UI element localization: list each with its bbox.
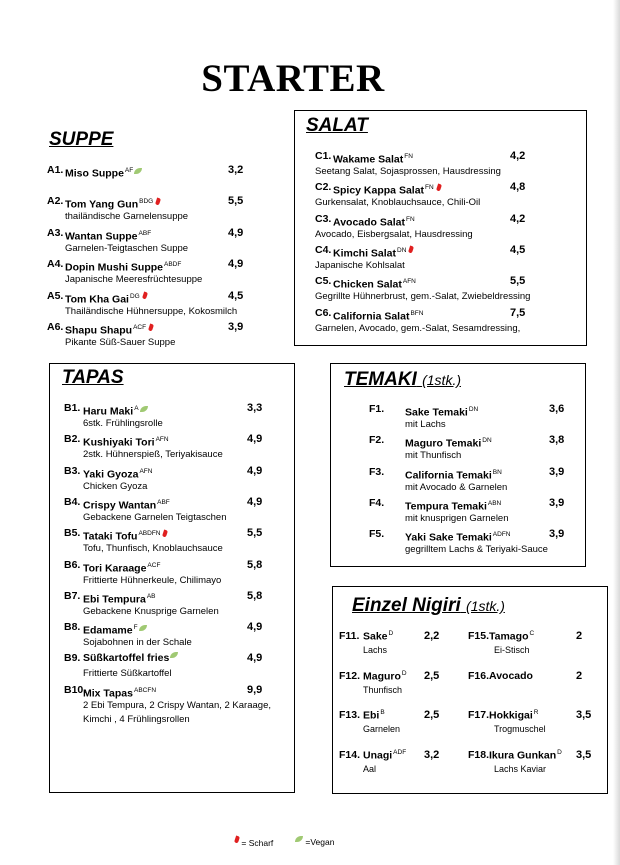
item-code: B6.: [64, 558, 81, 571]
item-line: [47, 195, 244, 211]
item-name: Crispy Wantan: [83, 499, 157, 512]
item-line: [315, 150, 526, 166]
item-description: Avocado, Eisbergsalat, Hausdressing: [315, 228, 473, 240]
item-name-group: [333, 244, 413, 261]
item-name-group: [489, 749, 562, 762]
item-code: F1.: [369, 403, 385, 415]
leaf-icon: [295, 836, 303, 842]
temaki-item: [369, 465, 565, 494]
allergen-tag: D: [388, 630, 394, 637]
allergen-tag: FN: [404, 153, 413, 160]
item-line: [315, 275, 530, 289]
item-code: A4.: [47, 258, 64, 271]
item-code: B3.: [64, 464, 81, 477]
allergen-tag: A: [134, 405, 139, 412]
nigiri-item: [468, 748, 592, 774]
item-description: thailändische Garnelensuppe: [65, 211, 189, 223]
item-code: F16.: [468, 669, 490, 682]
item-description: Pikante Süß-Sauer Suppe: [65, 337, 176, 348]
tapas-item: [64, 433, 263, 461]
item-name: Tom Yang Gun: [65, 198, 139, 211]
item-name: Tempura Temaki: [405, 500, 487, 513]
allergen-tag: DN: [397, 246, 407, 254]
item-description: Sojabohnen in der Schale: [83, 637, 192, 649]
item-line: [369, 465, 565, 482]
salat-item: [315, 150, 526, 178]
allergen-tag: ACF: [133, 324, 147, 331]
item-line: [47, 289, 244, 306]
salat-item: [315, 243, 526, 272]
item-code: A1.: [47, 164, 64, 176]
item-line: [339, 630, 440, 644]
item-code: F15.: [468, 630, 490, 642]
item-code: F14.: [339, 748, 361, 761]
item-line: [339, 709, 440, 723]
item-line: [468, 748, 592, 763]
item-price: 4,5: [510, 243, 526, 256]
item-code: F5.: [369, 528, 385, 541]
item-line: [315, 306, 526, 322]
item-code: B10.: [64, 683, 87, 696]
item-name-group: [83, 433, 169, 450]
allergen-tag: ADF: [393, 748, 407, 756]
item-description: Gebackene Garnelen Teigtaschen: [83, 511, 227, 523]
allergen-tag: DN: [482, 437, 492, 445]
item-name: Ebi Tempura: [83, 593, 146, 606]
item-line: [64, 558, 263, 574]
item-name-group: [363, 670, 407, 683]
allergen-tag: AFN: [139, 467, 153, 475]
item-price: 5,5: [247, 527, 263, 540]
tapas-item: [64, 621, 263, 649]
item-price: 3,2: [228, 164, 244, 176]
item-line: [315, 181, 526, 197]
item-name-group: [333, 213, 415, 230]
item-line: [315, 243, 526, 260]
item-name-group: [83, 621, 147, 638]
item-name-group: [363, 749, 406, 762]
item-name: Miso Suppe: [65, 167, 124, 180]
allergen-tag: D: [401, 669, 407, 677]
allergen-tag: AFN: [402, 278, 416, 286]
item-name-group: [405, 466, 502, 483]
nigiri-title-text: Einzel Nigiri: [352, 595, 461, 616]
item-code: B9.: [64, 652, 81, 665]
item-name-group: [83, 527, 167, 544]
allergen-tag: DG: [129, 292, 140, 300]
tapas-item: [64, 464, 263, 493]
item-description: gegrilltem Lachs & Teriyaki-Sauce: [405, 544, 548, 556]
allergen-tag: BDG: [139, 198, 154, 206]
item-description: 2 Ebi Tempura, 2 Crispy Wantan, 2 Karaage,: [83, 699, 271, 711]
item-code: F11.: [339, 630, 360, 642]
item-code: A3.: [47, 226, 64, 239]
allergen-tag: F: [133, 624, 138, 632]
item-price: 3,9: [549, 528, 565, 541]
item-description: Lachs: [363, 645, 388, 655]
item-code: C5.: [315, 275, 332, 288]
item-name-group: [333, 275, 416, 292]
allergen-tag: ABF: [138, 229, 152, 237]
item-code: B1.: [64, 402, 81, 414]
allergen-tag: ACF: [147, 561, 161, 569]
item-code: F12.: [339, 669, 361, 682]
temaki-item: [369, 434, 565, 462]
page-edge-shadow: [613, 0, 620, 865]
item-line: [64, 589, 263, 606]
item-name: Ikura Gunkan: [489, 749, 557, 761]
item-description-2: Kimchi , 4 Frühlingsrollen: [83, 713, 190, 725]
allergen-tag: D: [557, 748, 562, 756]
item-code: B8.: [64, 621, 81, 634]
item-name: Tamago: [489, 630, 529, 643]
tapas-item: [64, 558, 263, 587]
item-price: 4,2: [510, 150, 526, 162]
tapas-item: [64, 652, 263, 680]
item-line: [47, 258, 244, 274]
item-line: [369, 403, 565, 419]
item-code: F4.: [369, 496, 385, 509]
item-code: B5.: [64, 527, 81, 540]
item-code: C3.: [315, 212, 332, 225]
allergen-tag: ABCFN: [134, 686, 157, 694]
nigiri-item: [339, 630, 440, 655]
item-name: Unagi: [363, 749, 393, 761]
item-price: 9,9: [247, 683, 263, 696]
item-price: 5,5: [510, 275, 526, 288]
item-price: 3,3: [247, 402, 263, 414]
item-name: California Temaki: [405, 469, 492, 482]
item-name: Kushiyaki Tori: [83, 436, 155, 449]
item-price: 4,9: [247, 495, 263, 508]
item-line: [47, 226, 244, 243]
tapas-item: [64, 684, 271, 726]
item-description: Frittierte Hühnerkeule, Chilimayo: [83, 574, 222, 586]
item-price: 3,2: [424, 748, 440, 761]
item-description: Aal: [363, 763, 377, 774]
item-price: 4,2: [510, 212, 526, 225]
item-description: mit Avocado & Garnelen: [405, 481, 508, 493]
item-name-group: [83, 465, 152, 482]
item-line: [369, 528, 565, 544]
item-price: 4,9: [247, 464, 263, 477]
item-name-group: [405, 528, 511, 545]
item-description: Gebackene Knusprige Garnelen: [83, 605, 219, 617]
nigiri-item: [339, 709, 440, 734]
item-code: C6.: [315, 306, 332, 319]
allergen-tag: BFN: [410, 309, 424, 317]
tapas-item: [64, 589, 263, 618]
item-description: Garnelen: [363, 724, 401, 734]
chili-icon: [163, 529, 169, 537]
item-line: [64, 621, 263, 637]
item-code: C4.: [315, 243, 332, 256]
item-line: [315, 212, 526, 229]
item-name: Yaki Sake Temaki: [405, 531, 492, 544]
item-line: [64, 652, 263, 666]
item-price: 7,5: [510, 306, 526, 319]
item-description: Chicken Gyoza: [83, 480, 148, 492]
item-name-group: [333, 181, 441, 198]
item-name: Tori Karaage: [83, 562, 147, 574]
item-line: [64, 433, 263, 449]
item-price: 4,8: [510, 181, 526, 194]
item-code: F13.: [339, 709, 361, 721]
item-code: C2.: [315, 181, 332, 194]
chili-icon: [234, 836, 240, 844]
item-name-group: [65, 227, 151, 244]
item-name-group: [405, 434, 492, 451]
item-price: 4,9: [247, 621, 263, 634]
item-price: 4,5: [228, 289, 244, 302]
item-price: 2: [576, 669, 583, 682]
item-price: 2,5: [424, 669, 440, 682]
item-description: Gurkensalat, Knoblauchsauce, Chili-Oil: [315, 197, 481, 209]
item-code: A2.: [47, 195, 64, 208]
allergen-tag: FN: [425, 184, 434, 192]
allergen-tag: ADFN: [492, 531, 511, 539]
legend-vegan: [294, 836, 334, 847]
item-description: Tofu, Thunfisch, Knoblauchsauce: [83, 543, 223, 555]
legend-scharf: [232, 836, 273, 848]
item-name-group: [65, 290, 147, 307]
item-price: 4,9: [228, 226, 244, 239]
item-name-group: [489, 670, 533, 682]
item-name: Süßkartoffel fries: [83, 652, 170, 665]
tapas-item: [64, 527, 263, 555]
salat-title: SALAT: [306, 115, 368, 136]
item-description: Japanische Kohlsalat: [315, 259, 405, 271]
item-price: 5,8: [247, 589, 263, 602]
legend-scharf-label: = Scharf: [241, 838, 274, 848]
item-code: B7.: [64, 589, 81, 602]
item-name: Avocado: [489, 669, 533, 682]
item-description: Japanische Meeresfrüchtesuppe: [65, 274, 203, 286]
item-line: [468, 709, 592, 723]
item-name: Chicken Salat: [333, 278, 402, 291]
temaki-item: [369, 496, 565, 525]
item-price: 5,5: [228, 195, 244, 208]
item-price: 2,2: [424, 630, 440, 642]
tapas-title: TAPAS: [62, 367, 124, 388]
item-line: [64, 527, 263, 543]
chili-icon: [142, 292, 148, 300]
item-name: Haru Maki: [83, 405, 134, 418]
nigiri-title: [352, 595, 505, 617]
item-line: [64, 684, 271, 698]
item-line: [339, 748, 440, 763]
allergen-tag: AF: [124, 167, 134, 174]
suppe-item: [47, 195, 244, 223]
allergen-tag: DN: [468, 406, 479, 413]
item-name-group: [333, 307, 423, 324]
allergen-tag: ABN: [487, 499, 502, 507]
item-name-group: [83, 590, 156, 607]
item-description: Frittierte Süßkartoffel: [83, 668, 172, 680]
allergen-tag: ABDFN: [138, 530, 161, 538]
item-name: Wantan Suppe: [65, 230, 138, 243]
item-name: Kimchi Salat: [333, 247, 397, 260]
item-price: 3,5: [576, 709, 592, 721]
item-description: Garnelen, Avocado, gem.-Salat, Sesamdressing,: [315, 322, 521, 334]
suppe-item: [47, 258, 244, 286]
item-price: 3,8: [549, 434, 565, 447]
item-name: Dopin Mushi Suppe: [65, 261, 163, 274]
item-code: B4.: [64, 495, 81, 508]
page-title: STARTER: [201, 57, 385, 100]
chili-icon: [155, 197, 161, 205]
item-description: 6stk. Frühlingsrolle: [83, 418, 163, 429]
allergen-tag: FN: [405, 215, 415, 223]
tapas-item: [64, 402, 263, 430]
item-price: 3,9: [549, 465, 565, 478]
item-name-group: [65, 164, 142, 181]
item-line: [47, 321, 244, 337]
salat-item: [315, 212, 526, 241]
item-name: Sake: [363, 630, 388, 643]
legend-vegan-label: =Vegan: [305, 837, 335, 847]
item-name: Tom Kha Gai: [65, 293, 129, 306]
vegan-leaf-icon: [134, 168, 142, 174]
item-name: Maguro: [363, 670, 401, 682]
item-description: Gegrillte Hühnerbrust, gem.-Salat, Zwiebeldressing: [315, 291, 531, 303]
item-price: 2,5: [424, 709, 440, 721]
temaki-title: [344, 369, 461, 391]
item-description: Ei-Stisch: [494, 645, 530, 655]
item-description: mit Lachs: [405, 419, 446, 430]
item-name: Sake Temaki: [405, 406, 468, 419]
temaki-subtitle: (1stk.): [422, 372, 461, 388]
item-name-group: [83, 496, 170, 513]
temaki-item: [369, 403, 565, 431]
nigiri-item: [339, 669, 440, 695]
item-name: Spicy Kappa Salat: [333, 184, 425, 197]
nigiri-item: [468, 630, 583, 655]
item-code: B2.: [64, 433, 81, 446]
item-name-group: [489, 709, 538, 722]
suppe-item: [47, 226, 244, 255]
nigiri-item: [339, 748, 440, 774]
item-name-group: [83, 559, 160, 576]
vegan-leaf-icon: [140, 406, 148, 412]
item-name-group: [363, 709, 385, 722]
allergen-tag: AB: [146, 592, 156, 600]
item-price: 3,9: [228, 321, 244, 333]
nigiri-subtitle: (1stk.): [466, 598, 505, 614]
item-name: Hokkigai: [489, 709, 533, 722]
item-line: [64, 495, 263, 512]
item-name: Wakame Salat: [333, 153, 404, 166]
item-line: [369, 434, 565, 450]
item-name-group: [65, 195, 160, 212]
item-price: 4,9: [247, 433, 263, 446]
temaki-title-text: TEMAKI: [344, 369, 417, 390]
tapas-item: [64, 495, 263, 524]
item-name: Maguro Temaki: [405, 437, 482, 450]
item-line: [369, 496, 565, 513]
item-name: Yaki Gyoza: [83, 468, 139, 481]
allergen-tag: B: [380, 709, 385, 716]
item-name-group: [333, 150, 413, 167]
allergen-tag: R: [533, 709, 539, 716]
allergen-tag: ABF: [157, 498, 170, 506]
salat-item: [315, 275, 530, 303]
chili-icon: [148, 323, 154, 331]
vegan-leaf-icon: [170, 652, 178, 658]
item-line: [64, 464, 263, 481]
allergen-tag: BN: [492, 468, 502, 476]
item-line: [339, 669, 440, 684]
item-name-group: [65, 321, 153, 338]
item-name-group: [83, 684, 156, 701]
salat-item: [315, 181, 526, 209]
item-code: F18.: [468, 748, 490, 761]
item-description: Thailändische Hühnersuppe, Kokosmilch: [65, 305, 238, 317]
item-name: Avocado Salat: [333, 216, 405, 229]
nigiri-item: [468, 709, 592, 734]
allergen-tag: ABDF: [164, 261, 182, 269]
salat-item: [315, 306, 526, 335]
item-name: Tataki Tofu: [83, 530, 138, 543]
suppe-item: [47, 289, 244, 318]
item-description: Lachs Kaviar: [494, 763, 547, 774]
item-price: 3,5: [576, 748, 592, 761]
item-line: [468, 630, 583, 644]
item-description: 2stk. Hühnerspieß, Teriyakisauce: [83, 449, 223, 461]
item-name-group: [83, 402, 148, 419]
item-name-group: [489, 630, 534, 643]
item-price: 5,8: [247, 558, 263, 571]
item-code: A5.: [47, 289, 64, 302]
vegan-leaf-icon: [139, 625, 147, 631]
item-name: Ebi: [363, 709, 380, 722]
chili-icon: [436, 183, 442, 191]
item-code: F2.: [369, 434, 385, 447]
temaki-item: [369, 528, 565, 556]
item-description: mit Thunfisch: [405, 450, 462, 462]
item-price: 4,9: [228, 258, 244, 271]
item-description: Garnelen-Teigtaschen Suppe: [65, 242, 189, 254]
item-name-group: [405, 403, 478, 420]
allergen-tag: AFN: [155, 436, 169, 444]
item-name: California Salat: [333, 310, 410, 322]
item-code: F3.: [369, 465, 385, 478]
item-code: F17.: [468, 709, 490, 721]
suppe-title: SUPPE: [49, 129, 114, 150]
item-name-group: [83, 652, 178, 665]
suppe-item: [47, 321, 244, 349]
item-name-group: [65, 258, 181, 275]
item-price: 3,6: [549, 403, 565, 415]
item-price: 3,9: [549, 496, 565, 509]
item-code: A6.: [47, 321, 64, 333]
item-price: 4,9: [247, 652, 263, 665]
item-description: Seetang Salat, Sojasprossen, Hausdressing: [315, 166, 501, 177]
item-description: mit knusprigen Garnelen: [405, 512, 509, 524]
allergen-tag: C: [529, 630, 535, 637]
item-code: C1.: [315, 150, 332, 162]
item-name-group: [405, 497, 501, 514]
item-description: Trogmuschel: [494, 724, 546, 734]
item-price: 2: [576, 630, 583, 642]
item-name: Edamame: [83, 624, 133, 637]
item-line: [64, 402, 263, 418]
item-name-group: [363, 630, 393, 643]
item-name: Mix Tapas: [83, 687, 133, 700]
item-name: Shapu Shapu: [65, 324, 133, 337]
item-description: Thunfisch: [363, 684, 403, 695]
